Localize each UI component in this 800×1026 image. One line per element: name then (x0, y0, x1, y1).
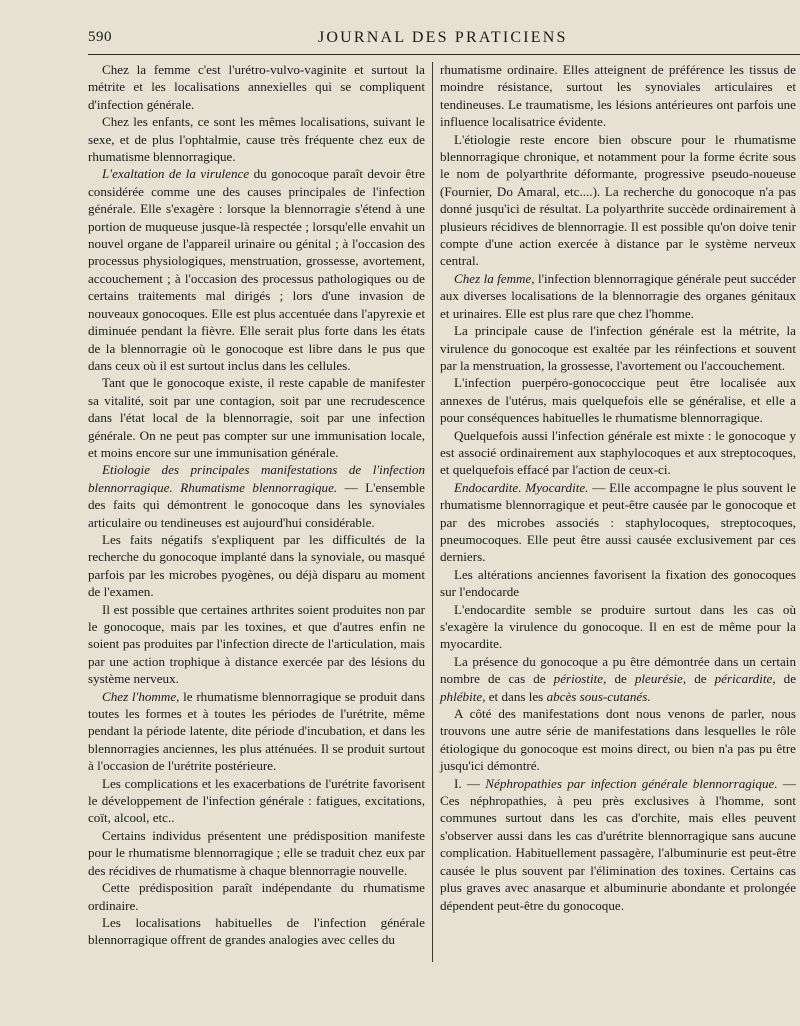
paragraph-text: du gonocoque paraît devoir être considérée comme une des causes principales de l'infection générale. Elle s'exagère : lorsque la blennorragie s'étend à une portion de muqueuse jusque-là respectée ; lorsqu'elle envahit un nouvel organe de l'appareil urinaire ou génital ; à l'occasion des processus physiologiques, menstruation, grossesse, avortement, accouchement ; à l'occasion des processus pathologiques ou de certains traitements mal dirigés ; lors d'une invasion de nouveaux gonocoques. Elle est plus accentuée dans l'apyrexie et diminuée pendant la fièvre. Elle serait plus forte dans les états de la blennorragie où le gonocoque est libre dans le pus que dans ceux où il est surtout inclus dans les cellules. (88, 166, 425, 373)
paragraph-text: . (647, 688, 651, 704)
section-number: I. — (454, 775, 486, 791)
paragraph: Tant que le gonocoque existe, il reste capable de manifester sa vitalité, soit par une contagion, soit par une recrudescence dans l'état local de la blennorragie, soit par une infection générale. On ne peut pas compter sur une immunisation locale, et moins encore sur une immunisation générale. (88, 375, 425, 460)
column-divider (432, 62, 433, 962)
italic-term: abcès sous-cutanés (546, 688, 648, 704)
paragraph (88, 165, 425, 374)
left-column (88, 61, 425, 949)
paragraph-text: , de (603, 671, 635, 687)
italic-lead: L'exaltation de la virulence (102, 166, 250, 182)
paragraph: Les complications et les exacerbations de l'urétrite favorisent le développement de l'infection générale : fatigues, excitations, coït, alcool, etc.. (88, 775, 425, 826)
page-number: 590 (88, 29, 112, 45)
paragraph: Cette prédisposition paraît indépendante du rhumatisme ordinaire. (88, 880, 425, 913)
paragraph (440, 270, 796, 322)
italic-term: phlébite (440, 688, 483, 704)
paragraph: L'infection puerpéro-gonococcique peut être localisée aux annexes de l'utérus, mais quelquefois elle se généralise, et elle a pour conséquences habituelles le rhumatisme blennorragique. (440, 375, 796, 426)
journal-title: JOURNAL DES PRATICIENS (318, 29, 568, 46)
paragraph: Certains individus présentent une prédisposition manifeste pour le rhumatisme blennorragique ; elle se traduit chez eux par des récidives de rhumatisme à chaque blennorragie nouvelle. (88, 827, 425, 878)
paragraph-text: , de (682, 671, 715, 687)
paragraph-text: — Elle accompagne le plus souvent le rhumatisme blennorragique et peut-être causée par le gonocoque et par des microbes associés : staphylocoques, streptocoques, pneumocoques. Elle peut être aussi causée exclusivement par ces derniers. (440, 479, 797, 565)
paragraph: Les altérations anciennes favorisent la fixation des gonocoques sur l'endocarde (440, 566, 796, 600)
paragraph (88, 688, 425, 775)
paragraph-text: — Ces néphropathies, à peu près exclusives à l'homme, sont communes surtout dans les cas d'orchite, mais elles peuvent s'observer aussi dans les cas d'urétrite blennorragique sans aucune complication. Habituellement passagère, l'albuminurie est peut-être causée le plus souvent par l'élimination des toxines. Certains cas plus graves avec anasarque et albuminurie abondante et prolongée dépendent peut-être du gonocoque. (440, 775, 796, 913)
italic-term: péricardite (714, 671, 773, 687)
paragraph: Il est possible que certaines arthrites soient produites non par le gonocoque, mais par les toxines, et que d'autres enfin ne soient pas produites par l'infection directe de l'articulation, mais par une action trophique à distance exercée par des lésions du système nerveux. (88, 601, 425, 687)
paragraph: Chez la femme c'est l'urétro-vulvo-vaginite et surtout la métrite et les localisations annexielles qui se compliquent d'infection générale. (88, 62, 425, 112)
section-heading: Etiologie des principales manifestations de l'infection blennorragique. Rhumatisme blennorragique. (88, 462, 425, 495)
italic-lead: Chez l'homme, (102, 688, 180, 704)
paragraph-text: La présence du gonocoque a pu être démontrée dans un certain nombre de cas de (440, 653, 796, 687)
page-header (88, 29, 800, 51)
paragraph: La principale cause de l'infection générale est la métrite, la virulence du gonocoque est exaltée par les réinfections et souvent par la menstruation, la grossesse, l'avortement ou l'accouchement. (440, 323, 796, 373)
paragraph: Chez les enfants, ce sont les mêmes localisations, suivant le sexe, et de plus l'ophtalmie, cause très fréquente chez eux de rhumatisme blennorragique. (88, 114, 425, 165)
paragraph: Les localisations habituelles de l'infection générale blennorragique offrent de grandes analogies avec celles du (88, 914, 425, 948)
italic-term: périostite (553, 671, 604, 687)
paragraph: Quelquefois aussi l'infection générale est mixte : le gonocoque y est associé ordinairement aux staphylocoques et aux streptocoques, et quelquefois effacé par l'action de ceux-ci. (440, 427, 796, 478)
paragraph: L'endocardite semble se produire surtout dans les cas où s'exagère la virulence du gonocoque. Il en est de même pour la myocardite. (440, 601, 796, 652)
section-heading: Néphropathies par infection générale blennorragique. (485, 775, 778, 791)
italic-lead: Chez la femme, (454, 270, 535, 286)
right-column (440, 61, 796, 914)
paragraph (440, 775, 796, 914)
paragraph-text: , de (772, 671, 797, 687)
paragraph: A côté des manifestations dont nous venons de parler, nous trouvons une autre série de manifestations dans lesquelles le rôle étiologique du gonocoque est moins direct, ou bien n'a pas pu être jusqu'ici démontré. (440, 706, 796, 774)
header-rule (88, 54, 800, 55)
paragraph-text: — L'ensemble des faits qui démontrent le gonocoque dans les synoviales articulaire ou tendineuses est aujourd'hui considérable. (88, 479, 425, 530)
paragraph: Les faits négatifs s'expliquent par les difficultés de la recherche du gonocoque implanté dans la synoviale, ou masqué parfois par les microbes pyogènes, ou déjà disparu au moment de l'examen. (88, 531, 425, 600)
paragraph: rhumatisme ordinaire. Elles atteignent de préférence les tissus de moindre résistance, surtout les synoviales articulaires et tendineuses. Le traumatisme, les lésions antérieures ont parfois une influence localisatrice évidente. (440, 62, 796, 130)
paragraph-text: , et dans les (482, 688, 547, 704)
section-heading: Endocardite. Myocardite. (454, 479, 589, 495)
paragraph-text: l'infection blennorragique générale peut succéder aux diverses localisations de la blennorragie des organes génitaux et urinaires. Elle est plus rare que chez l'homme. (440, 270, 796, 321)
paragraph (88, 461, 425, 531)
italic-term: pleurésie (634, 671, 683, 687)
paragraph-text: le rhumatisme blennorragique se produit dans toutes les formes et à toutes les périodes de l'urétrite, même pendant la période latente, dite période d'incubation, et dans les blennorragies anciennes, les plus atténuées. Il se produit surtout à l'occasion de l'urétrite postérieure. (88, 688, 425, 774)
paragraph (440, 653, 796, 705)
paragraph (440, 479, 796, 566)
paragraph: L'étiologie reste encore bien obscure pour le rhumatisme blennorragique chronique, et notamment pour la forme écrite sous le nom de polyarthrite déformante, progressive pseudo-noueuse (Fournier, Do Amaral, etc....). La recherche du gonocoque n'a pas donné jusqu'ici de résultat. La polyarthrite succède ordinairement à plusieurs récidives de blennorragie. Il est possible qu'on doive tenir compte d'une action exercée à distance par le système nerveux central. (440, 131, 796, 269)
